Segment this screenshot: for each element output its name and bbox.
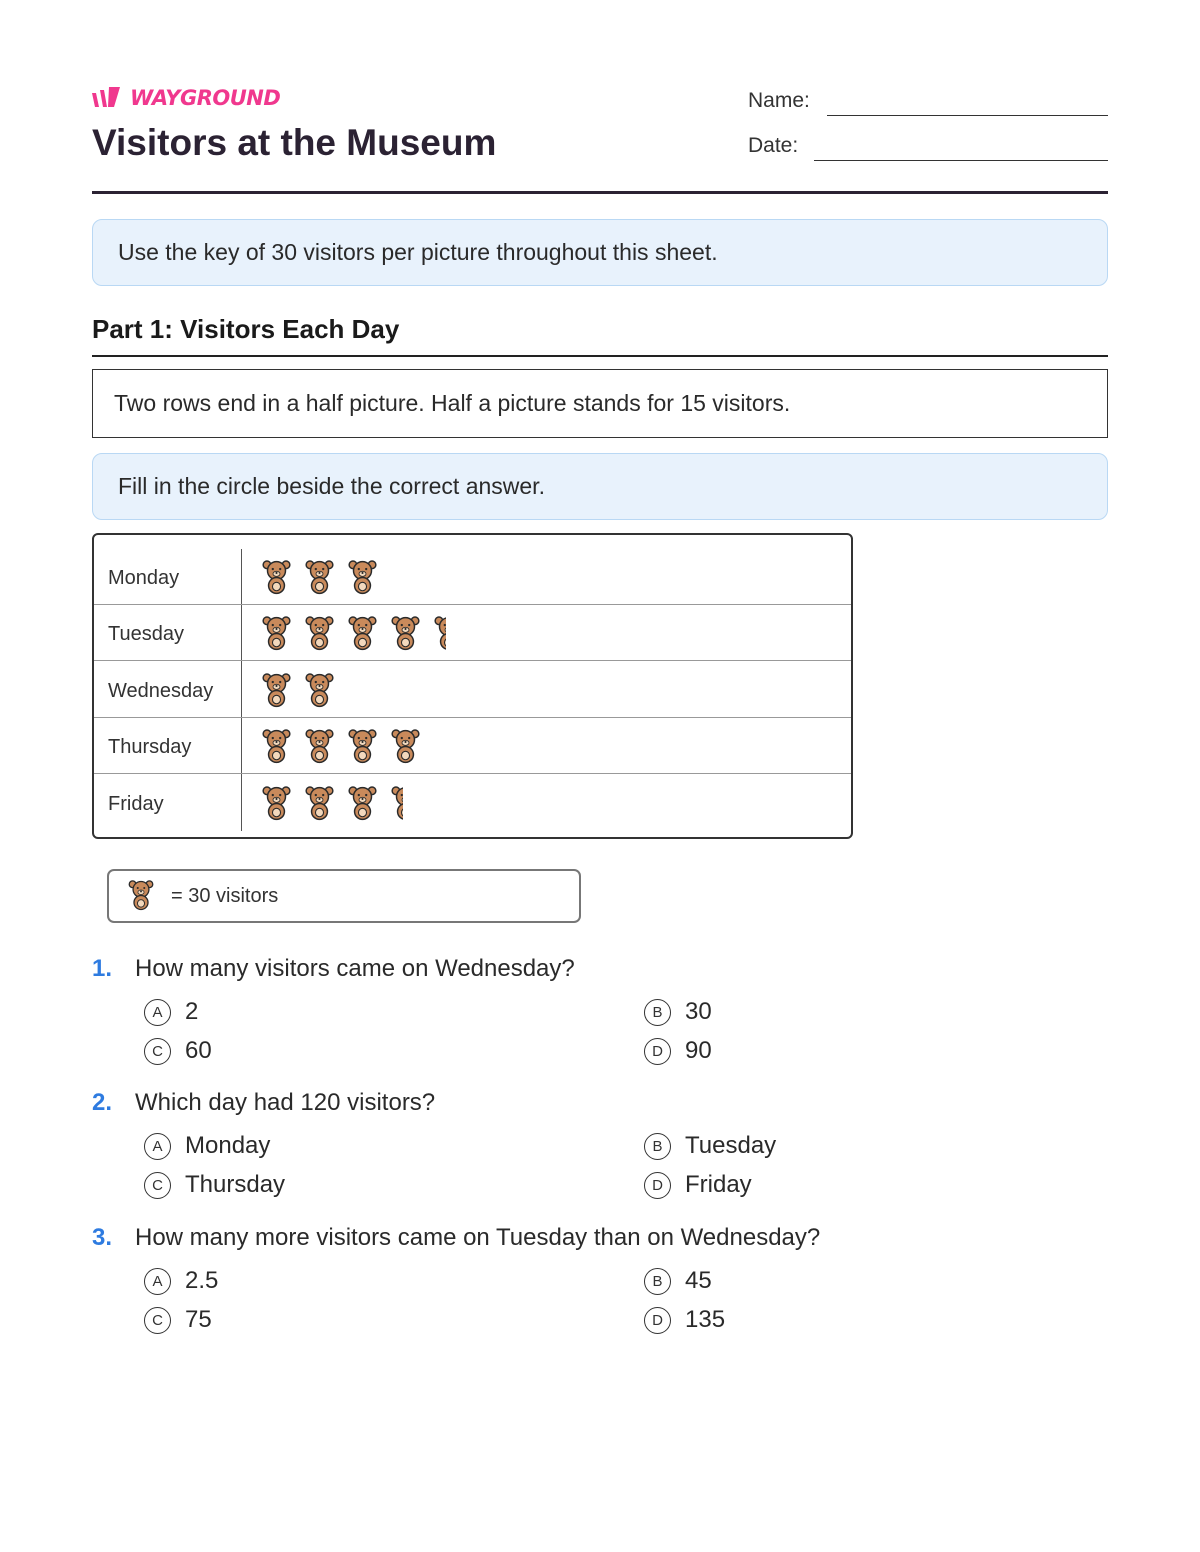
teddy-bear-icon [260, 785, 293, 821]
key-note-text: Use the key of 30 visitors per picture throughout this sheet. [118, 239, 718, 265]
name-label: Name: [748, 89, 810, 112]
teddy-bear-icon [346, 615, 379, 651]
answer-bubble[interactable]: A [144, 1268, 171, 1295]
question-text: How many more visitors came on Tuesday than on Wednesday? [135, 1224, 821, 1251]
teddy-bear-icon [260, 728, 293, 764]
half-teddy-bear-icon [389, 785, 403, 821]
pictograph-row [94, 549, 851, 605]
brand-mark-icon [92, 87, 124, 109]
answer-text: 75 [185, 1306, 212, 1333]
name-field[interactable] [827, 115, 1108, 116]
pictograph-row-label: Monday [108, 567, 180, 589]
answer-bubble[interactable]: D [644, 1172, 671, 1199]
answer-bubble[interactable]: D [644, 1307, 671, 1334]
date-label: Date: [748, 134, 799, 157]
teddy-bear-icon [303, 672, 336, 708]
answer-option-a[interactable] [144, 1267, 218, 1295]
pictograph-row-divider [94, 660, 851, 661]
answer-text: 135 [685, 1306, 726, 1333]
pictograph-row [94, 718, 851, 774]
key-note-box [92, 219, 1108, 286]
date-field[interactable] [814, 160, 1108, 161]
answer-bubble[interactable]: C [144, 1038, 171, 1065]
teddy-bear-icon [260, 672, 293, 708]
answer-bubble[interactable]: A [144, 999, 171, 1026]
answer-text: Monday [185, 1132, 271, 1159]
answer-option-a[interactable] [144, 998, 198, 1026]
answer-bubble[interactable]: B [644, 1268, 671, 1295]
pictograph-row [94, 775, 851, 831]
question-number: 1. [92, 955, 113, 982]
answer-option-b[interactable] [644, 1132, 776, 1160]
pictograph-row-icons [260, 615, 446, 651]
question-text: Which day had 120 visitors? [135, 1089, 436, 1116]
instruction-text: Fill in the circle beside the correct answer. [118, 473, 545, 499]
answer-text: 2.5 [185, 1267, 219, 1294]
answer-option-c[interactable] [144, 1037, 212, 1065]
brand-name: WAYGROUND [130, 86, 281, 110]
pictograph-key [107, 869, 581, 923]
pictograph-row-label: Wednesday [108, 680, 214, 702]
answer-text: 45 [685, 1267, 712, 1294]
answer-option-a[interactable] [144, 1132, 270, 1160]
teddy-bear-icon [389, 615, 422, 651]
answer-option-b[interactable] [644, 1267, 712, 1295]
answer-bubble[interactable]: C [144, 1172, 171, 1199]
part1-heading: Part 1: Visitors Each Day [92, 314, 400, 344]
pictograph-row-icons [260, 672, 336, 708]
header-divider [92, 191, 1108, 194]
teddy-bear-icon [303, 615, 336, 651]
pictograph-row-label: Friday [108, 793, 164, 815]
worksheet-title: Visitors at the Museum [92, 122, 497, 163]
teddy-bear-icon [346, 559, 379, 595]
teddy-bear-icon [127, 879, 155, 916]
answer-option-d[interactable] [644, 1037, 712, 1065]
question-number: 2. [92, 1089, 113, 1116]
answer-text: Thursday [185, 1171, 286, 1198]
answer-option-c[interactable] [144, 1171, 285, 1199]
answer-option-c[interactable] [144, 1306, 212, 1334]
teddy-bear-icon [303, 785, 336, 821]
pictograph-row-label: Thursday [108, 736, 192, 758]
pictograph-row-icons [260, 559, 379, 595]
teddy-bear-icon [346, 785, 379, 821]
half-teddy-bear-icon [432, 615, 446, 651]
answer-bubble[interactable]: C [144, 1307, 171, 1334]
answer-bubble[interactable]: A [144, 1133, 171, 1160]
answer-option-b[interactable] [644, 998, 712, 1026]
pictograph-row [94, 605, 851, 661]
answer-bubble[interactable]: B [644, 1133, 671, 1160]
pictograph-row-divider [94, 773, 851, 774]
teddy-bear-icon [303, 728, 336, 764]
answer-text: Friday [685, 1171, 752, 1198]
pictograph-row-icons [260, 785, 403, 821]
pictograph-row-label: Tuesday [108, 623, 184, 645]
visitors-pictograph [92, 533, 853, 839]
answer-option-d[interactable] [644, 1171, 752, 1199]
part1-divider [92, 355, 1108, 357]
answer-bubble[interactable]: B [644, 999, 671, 1026]
answer-text: 2 [185, 998, 199, 1025]
key-label: = 30 visitors [171, 885, 279, 907]
pictograph-row [94, 662, 851, 718]
half-picture-note-text: Two rows end in a half picture. Half a picture stands for 15 visitors. [114, 390, 791, 416]
answer-text: 90 [685, 1037, 712, 1064]
answer-text: 60 [185, 1037, 212, 1064]
answer-bubble[interactable]: D [644, 1038, 671, 1065]
brand-logo [92, 86, 280, 110]
teddy-bear-icon [389, 728, 422, 764]
teddy-bear-icon [260, 559, 293, 595]
question-number: 3. [92, 1224, 113, 1251]
teddy-bear-icon [346, 728, 379, 764]
answer-text: 30 [685, 998, 712, 1025]
half-picture-note [92, 369, 1108, 438]
instruction-box [92, 453, 1108, 520]
pictograph-row-icons [260, 728, 422, 764]
answer-text: Tuesday [685, 1132, 777, 1159]
answer-option-d[interactable] [644, 1306, 725, 1334]
teddy-bear-icon [303, 559, 336, 595]
question-text: How many visitors came on Wednesday? [135, 955, 575, 982]
teddy-bear-icon [260, 615, 293, 651]
